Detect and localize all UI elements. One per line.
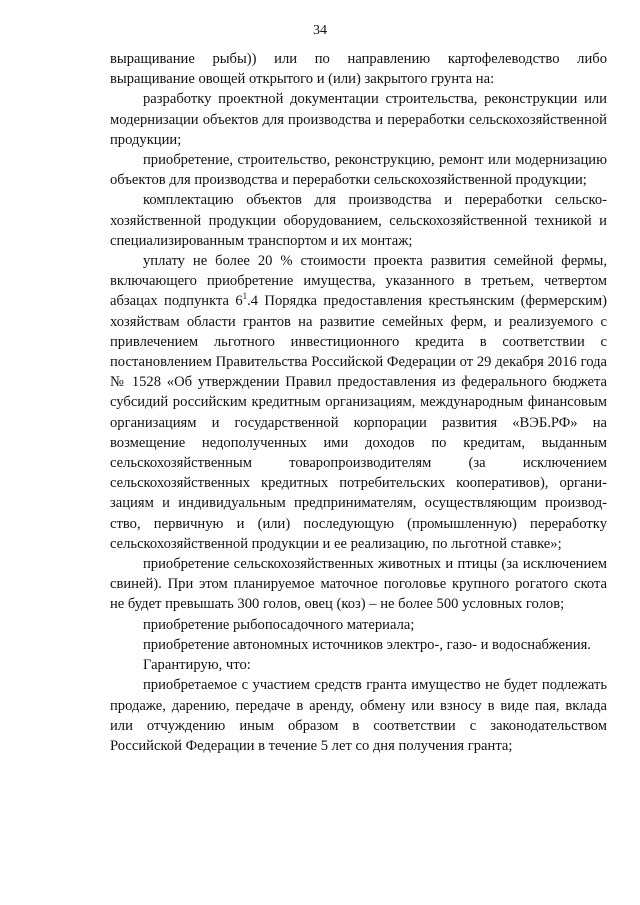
paragraph-5-text-a: уплату не более 20 % стоимости проекта развития семейной фермы, включающего приобретение имущества, указанного в третьем, четвертом абзацах подпункта 6 xyxy=(110,253,607,310)
paragraph-5-text-b: .4 Порядка предоставления крестьянским (фермерским) хозяйствам области грантов на развитие семейных ферм, и реализуемого с привлечением льготного инвестиционного кредита в соответствии с постановлением Правительства Российской Федерации от 29 декабря 2016 года № 1528 «Об утверждении Правил предоставления из федерального бюджета субсидий российским кредитным организациям, международным финансовым организациям и государственной корпорации развития «ВЭБ.РФ» на возмещение недополученных ими доходов по кредитам, выданным сельскохозяйственным товаропроизводителям (за исключением сельскохозяйственных кредитных потребительских кооперативов), организациям и индивидуальным предпринимателям, осуществляющим производство, первичную и (или) последующую (промышленную) переработку сельскохозяйственной продукции и ее реализацию, по льготной ставке»; xyxy=(110,293,607,552)
document-body xyxy=(110,49,607,756)
paragraph-1: выращивание рыбы)) или по направлению картофелеводство либо выращивание овощей открытого и (или) закрытого грунта на: xyxy=(110,51,607,88)
page-number: 34 xyxy=(313,23,327,38)
paragraph-3: приобретение, строительство, реконструкцию, ремонт или модернизацию объектов для производства и переработки сельскохозяйственной продукции; xyxy=(110,152,607,189)
paragraph-9: Гарантирую, что: xyxy=(143,657,251,674)
paragraph-5 xyxy=(110,251,607,554)
paragraph-10: приобретаемое с участием средств гранта имущество не будет подлежать продаже, дарению, передаче в аренду, обмену или взносу в виде пая, вклада или отчуждению иным образом в соответствии с законодательством Российской Федерации в течение 5 лет со дня получения гранта; xyxy=(110,677,607,754)
paragraph-7: приобретение рыбопосадочного материала; xyxy=(143,616,415,633)
paragraph-4: комплектацию объектов для производства и переработки сельскохозяйственной продукции оборудованием, сельскохозяйственной техникой и специализированным транспортом и их монтаж; xyxy=(110,192,607,249)
paragraph-2: разработку проектной документации строительства, реконструкции или модернизации объектов для производства и переработки сельскохозяйственной продукции; xyxy=(110,91,607,148)
paragraph-6: приобретение сельскохозяйственных животных и птицы (за исключением свиней). При этом планируемое маточное поголовье крупного рогатого скота не будет превышать 300 голов, овец (коз) – не более 500 условных голов; xyxy=(110,556,607,613)
paragraph-5-superscript: 1 xyxy=(242,291,248,302)
paragraph-8: приобретение автономных источников электро-, газо- и водоснабжения. xyxy=(143,636,591,653)
